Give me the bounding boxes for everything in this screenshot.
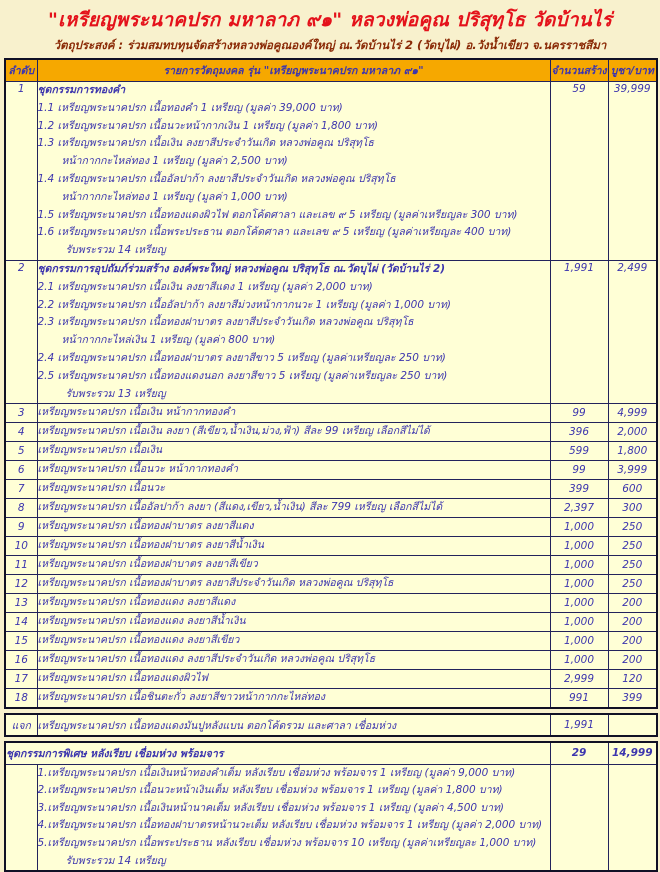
- item-cell: [37, 442, 550, 461]
- price-cell: 250: [608, 556, 657, 575]
- special-section-title: ชุดกรรมการพิเศษ หลังเรียบ เชื่อมห่วง พร้อมจาร: [5, 742, 550, 764]
- row-number: 7: [5, 480, 37, 499]
- page-title: "เหรียญพระนาคปรก มหาลาภ ๙๑" หลวงพ่อคูณ ปริสุทฺโธ วัดบ้านไร่: [47, 9, 613, 31]
- price-cell: 39,999: [608, 82, 657, 261]
- special-section-qty: 29: [550, 742, 608, 764]
- page-subtitle: วัตถุประสงค์ : ร่วมสมทบทุนจัดสร้างหลวงพ่อคูณองค์ใหญ่ ณ.วัดบ้านไร่ 2 (วัดบุไผ่) อ.วังน้ำเขียว จ.นครราชสีมา: [53, 38, 607, 52]
- price-cell: 2,499: [608, 260, 657, 403]
- row-number: 12: [5, 575, 37, 594]
- table-row: [5, 480, 657, 499]
- item-line: เหรียญพระนาคปรก เนื้อเงิน ลงยา (สีเขียว,น้ำเงิน,ม่วง,ฟ้า) สีละ 99 เหรียญ เลือกสีไม่ได้: [37, 425, 430, 438]
- giveaway-price: [608, 714, 657, 736]
- price-cell: 1,800: [608, 442, 657, 461]
- item-cell: [37, 260, 550, 403]
- table-row: [5, 461, 657, 480]
- item-line: เหรียญพระนาคปรก เนื้อเงิน หน้ากากทองคำ: [37, 406, 236, 419]
- row-number: 2: [5, 260, 37, 403]
- item-line: เหรียญพระนาคปรก เนื้อทองแดง ลงยาสีน้ำเงิน: [37, 615, 246, 628]
- row-number: 17: [5, 670, 37, 689]
- table-row: [5, 537, 657, 556]
- item-line: เหรียญพระนาคปรก เนื้อนวะ หน้ากากทองคำ: [37, 463, 239, 476]
- item-line: 1.4 เหรียญพระนาคปรก เนื้ออัลปาก้า ลงยาสีประจำวันเกิด หลวงพ่อคูณ ปริสุทฺโธ: [37, 172, 396, 185]
- item-cell: [37, 499, 550, 518]
- item-line: เหรียญพระนาคปรก เนื้ออัลปาก้า ลงยา (สีแดง,เขียว,น้ำเงิน) สีละ 799 เหรียญ เลือกสีไม่ได้: [37, 501, 443, 514]
- item-line: 2.5 เหรียญพระนาคปรก เนื้อทองแดงนอก ลงยาสีขาว 5 เหรียญ (มูลค่าเหรียญละ 250 บาท): [37, 369, 448, 382]
- special-item-line: 5.เหรียญพระนาคปรก เนื้อพระประธาน หลังเรียบ เชื่อมห่วง พร้อมจาร 10 เหรียญ (มูลค่าเหรียญละ 1,000 บาท): [37, 837, 537, 850]
- special-qty-empty: [550, 764, 608, 871]
- item-line: 2.1 เหรียญพระนาคปรก เนื้อเงิน ลงยาสีแดง 1 เหรียญ (มูลค่า 2,000 บาท): [37, 280, 373, 293]
- price-cell: 300: [608, 499, 657, 518]
- table-row: [5, 651, 657, 670]
- item-line: เหรียญพระนาคปรก เนื้อเงิน: [37, 444, 163, 457]
- qty-cell: 991: [550, 689, 608, 708]
- item-line: เหรียญพระนาคปรก เนื้อทองแดงผิวไฟ: [37, 672, 208, 685]
- qty-cell: 1,000: [550, 556, 608, 575]
- item-line: 1.6 เหรียญพระนาคปรก เนื้อพระประธาน ตอกโค้ดศาลา และเลข ๙ 5 เหรียญ (มูลค่าเหรียญละ 400 บาท): [37, 226, 512, 239]
- table-row: [5, 575, 657, 594]
- item-cell: [37, 613, 550, 632]
- item-cell: [37, 537, 550, 556]
- item-line: 1.5 เหรียญพระนาคปรก เนื้อทองแดงผิวไฟ ตอกโค้ดศาลา และเลข ๙ 5 เหรียญ (มูลค่าเหรียญละ 300 บาท): [37, 208, 518, 221]
- special-item-line: 2.เหรียญพระนาคปรก เนื้อนวะหน้าเงินเต็ม หลังเรียบ เชื่อมห่วง พร้อมจาร 1 เหรียญ (มูลค่า 1,800 บาท): [37, 784, 503, 797]
- column-header-no: ลำดับ: [5, 59, 37, 82]
- table-row: [5, 556, 657, 575]
- special-section-table: [4, 741, 658, 872]
- giveaway-table: [4, 713, 658, 737]
- price-cell: 120: [608, 670, 657, 689]
- item-line: เหรียญพระนาคปรก เนื้อทองฝาบาตร ลงยาสีแดง: [37, 520, 254, 533]
- price-cell: 399: [608, 689, 657, 708]
- item-line: ชุดกรรมการอุปถัมภ์ร่วมสร้าง องค์พระใหญ่ หลวงพ่อคูณ ปริสุทฺโธ ณ.วัดบุไผ่ (วัดบ้านไร่ 2): [37, 262, 446, 275]
- table-row: [5, 260, 657, 403]
- special-section-items-row: [5, 764, 657, 871]
- item-line: หน้ากากกะไหล่ทอง 1 เหรียญ (มูลค่า 2,500 บาท): [61, 155, 288, 168]
- special-item-line: 1.เหรียญพระนาคปรก เนื้อเงินหน้าทองคำเต็ม หลังเรียบ เชื่อมห่วง พร้อมจาร 1 เหรียญ (มูลค่า 9,000 บาท): [37, 766, 516, 779]
- special-item-line: รับพระรวม 14 เหรียญ: [65, 854, 166, 867]
- item-cell: [37, 575, 550, 594]
- qty-cell: 1,000: [550, 518, 608, 537]
- item-cell: [37, 404, 550, 423]
- qty-cell: 1,000: [550, 575, 608, 594]
- qty-cell: 399: [550, 480, 608, 499]
- item-cell: [37, 594, 550, 613]
- special-item-line: 3.เหรียญพระนาคปรก เนื้อเงินหน้านาคเต็ม หลังเรียบ เชื่อมห่วง พร้อมจาร 1 เหรียญ (มูลค่า 4,500 บาท): [37, 801, 504, 814]
- item-line: รับพระรวม 14 เหรียญ: [65, 244, 166, 257]
- item-line: รับพระรวม 13 เหรียญ: [65, 387, 166, 400]
- item-line: เหรียญพระนาคปรก เนื้อทองฝาบาตร ลงยาสีเขียว: [37, 558, 258, 571]
- giveaway-label: แจก: [5, 714, 37, 736]
- special-items: [37, 764, 550, 871]
- row-number: 5: [5, 442, 37, 461]
- price-cell: 4,999: [608, 404, 657, 423]
- price-cell: 250: [608, 537, 657, 556]
- item-line: 1.3 เหรียญพระนาคปรก เนื้อเงิน ลงยาสีประจำวันเกิด หลวงพ่อคูณ ปริสุทฺโธ: [37, 137, 374, 150]
- item-line: 2.2 เหรียญพระนาคปรก เนื้ออัลปาก้า ลงยาสีม่วงหน้ากากนวะ 1 เหรียญ (มูลค่า 1,000 บาท): [37, 298, 451, 311]
- item-line: 2.3 เหรียญพระนาคปรก เนื้อทองฝาบาตร ลงยาสีประจำวันเกิด หลวงพ่อคูณ ปริสุทฺโธ: [37, 316, 414, 329]
- column-header-price: บูชา/บาท: [608, 59, 657, 82]
- row-number: 11: [5, 556, 37, 575]
- giveaway-row: [5, 714, 657, 736]
- row-number: 8: [5, 499, 37, 518]
- row-number: 13: [5, 594, 37, 613]
- table-row: [5, 689, 657, 708]
- item-cell: [37, 670, 550, 689]
- item-line: เหรียญพระนาคปรก เนื้อทองแดง ลงยาสีแดง: [37, 596, 236, 609]
- special-item-line: 4.เหรียญพระนาคปรก เนื้อทองฝาบาตรหน้านวะเต็ม หลังเรียบ เชื่อมห่วง พร้อมจาร 1 เหรียญ (มูลค่า 2,000 บาท): [37, 819, 543, 832]
- price-cell: 2,000: [608, 423, 657, 442]
- qty-cell: 1,991: [550, 260, 608, 403]
- qty-cell: 99: [550, 461, 608, 480]
- price-cell: 200: [608, 632, 657, 651]
- table-row: [5, 594, 657, 613]
- item-line: เหรียญพระนาคปรก เนื้อทองฝาบาตร ลงยาสีน้ำเงิน: [37, 539, 264, 552]
- row-number: 6: [5, 461, 37, 480]
- item-line: เหรียญพระนาคปรก เนื้อทองแดง ลงยาสีเขียว: [37, 634, 240, 647]
- item-line: หน้ากากกะไหล่เงิน 1 เหรียญ (มูลค่า 800 บาท): [61, 334, 276, 347]
- item-line: เหรียญพระนาคปรก เนื้อทองฝาบาตร ลงยาสีประจำวันเกิด หลวงพ่อคูณ ปริสุทฺโธ: [37, 577, 394, 590]
- item-line: เหรียญพระนาคปรก เนื้อนวะ: [37, 482, 165, 495]
- row-number: 14: [5, 613, 37, 632]
- qty-cell: 1,000: [550, 632, 608, 651]
- price-cell: 200: [608, 613, 657, 632]
- item-cell: [37, 651, 550, 670]
- giveaway-item: เหรียญพระนาคปรก เนื้อทองแดงมันปูหลังแบน ตอกโค้ดรวม และศาลา เชื่อมห่วง: [37, 714, 550, 736]
- item-cell: [37, 689, 550, 708]
- table-row: [5, 670, 657, 689]
- table-row: [5, 613, 657, 632]
- table-row: [5, 423, 657, 442]
- qty-cell: 59: [550, 82, 608, 261]
- row-number: 16: [5, 651, 37, 670]
- special-section-header-row: [5, 742, 657, 764]
- item-line: ชุดกรรมการทองคำ: [37, 84, 126, 96]
- qty-cell: 1,000: [550, 537, 608, 556]
- column-header-qty: จำนวนสร้าง: [550, 59, 608, 82]
- item-cell: [37, 518, 550, 537]
- row-number: 10: [5, 537, 37, 556]
- qty-cell: 599: [550, 442, 608, 461]
- table-header-row: [5, 59, 657, 82]
- price-cell: 200: [608, 594, 657, 613]
- item-cell: [37, 82, 550, 261]
- price-cell: 250: [608, 575, 657, 594]
- qty-cell: 2,999: [550, 670, 608, 689]
- table-row: [5, 82, 657, 261]
- qty-cell: 396: [550, 423, 608, 442]
- row-number: 18: [5, 689, 37, 708]
- item-cell: [37, 480, 550, 499]
- item-line: หน้ากากกะไหล่ทอง 1 เหรียญ (มูลค่า 1,000 บาท): [61, 190, 288, 203]
- row-number: 1: [5, 82, 37, 261]
- item-cell: [37, 632, 550, 651]
- main-table-body: [5, 82, 657, 709]
- special-section-price: 14,999: [608, 742, 657, 764]
- table-row: [5, 404, 657, 423]
- item-cell: [37, 461, 550, 480]
- qty-cell: 1,000: [550, 613, 608, 632]
- table-row: [5, 518, 657, 537]
- item-line: เหรียญพระนาคปรก เนื้อชินตะกั่ว ลงยาสีขาวหน้ากากกะไหล่ทอง: [37, 691, 326, 704]
- item-cell: [37, 556, 550, 575]
- row-number: 4: [5, 423, 37, 442]
- amulet-price-table: [4, 58, 658, 709]
- item-line: 2.4 เหรียญพระนาคปรก เนื้อทองฝาบาตร ลงยาสีขาว 5 เหรียญ (มูลค่าเหรียญละ 250 บาท): [37, 351, 446, 364]
- item-cell: [37, 423, 550, 442]
- table-row: [5, 499, 657, 518]
- special-no-cell: [5, 764, 37, 871]
- item-line: 1.2 เหรียญพระนาคปรก เนื้อนวะหน้ากากเงิน 1 เหรียญ (มูลค่า 1,800 บาท): [37, 119, 378, 132]
- qty-cell: 1,000: [550, 651, 608, 670]
- row-number: 3: [5, 404, 37, 423]
- item-line: 1.1 เหรียญพระนาคปรก เนื้อทองคำ 1 เหรียญ (มูลค่า 39,000 บาท): [37, 101, 343, 114]
- special-price-empty: [608, 764, 657, 871]
- row-number: 9: [5, 518, 37, 537]
- price-cell: 200: [608, 651, 657, 670]
- qty-cell: 99: [550, 404, 608, 423]
- item-line: เหรียญพระนาคปรก เนื้อทองแดง ลงยาสีประจำวันเกิด หลวงพ่อคูณ ปริสุทฺโธ: [37, 653, 376, 666]
- price-cell: 600: [608, 480, 657, 499]
- row-number: 15: [5, 632, 37, 651]
- table-row: [5, 442, 657, 461]
- table-row: [5, 632, 657, 651]
- price-cell: 250: [608, 518, 657, 537]
- giveaway-qty: 1,991: [550, 714, 608, 736]
- price-cell: 3,999: [608, 461, 657, 480]
- qty-cell: 1,000: [550, 594, 608, 613]
- column-header-item: รายการวัตถุมงคล รุ่น "เหรียญพระนาคปรก มหาลาภ ๙๑": [37, 59, 550, 82]
- qty-cell: 2,397: [550, 499, 608, 518]
